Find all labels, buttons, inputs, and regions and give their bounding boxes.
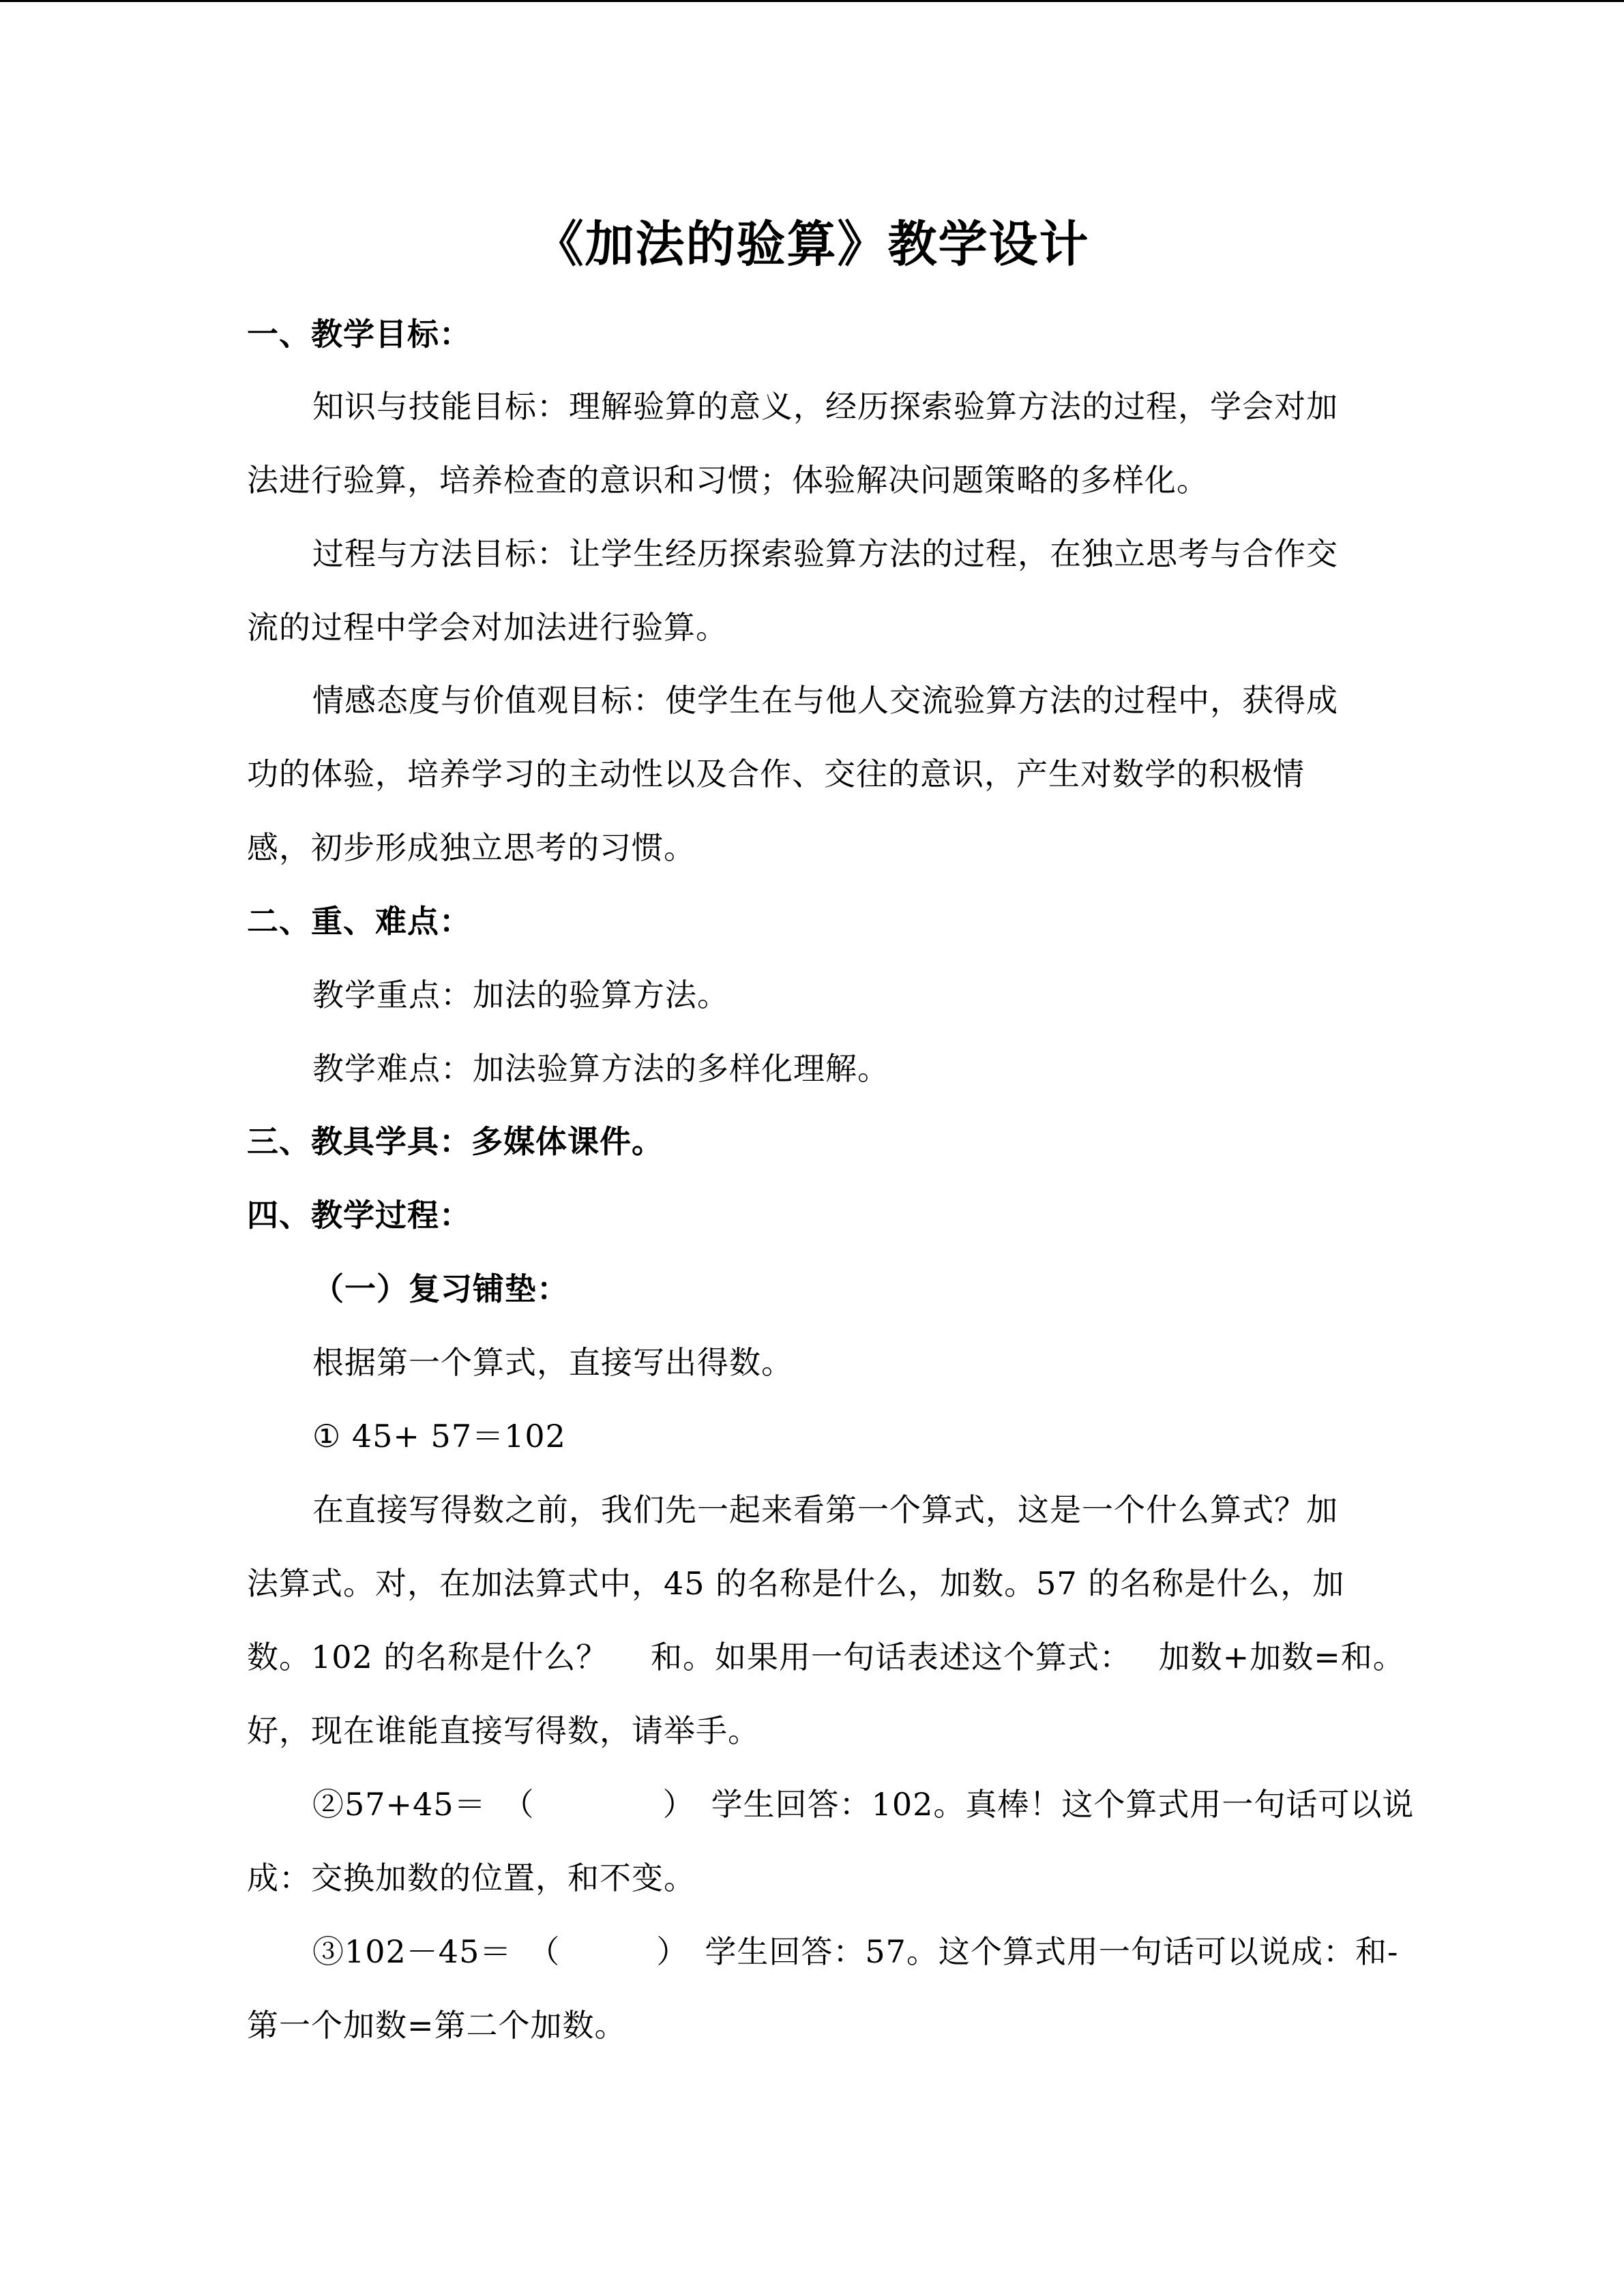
paragraph-line: 情感态度与价值观目标：使学生在与他人交流验算方法的过程中，获得成: [312, 682, 1338, 719]
section-heading-teaching-aids: 三、教具学具：多媒体课件。: [247, 1123, 664, 1160]
paragraph-line: 法进行验算，培养检查的意识和习惯；体验解决问题策略的多样化。: [247, 462, 1209, 498]
paragraph-line: 第一个加数=第二个加数。: [247, 2007, 627, 2044]
equation-line-2: ②57+45＝ （ ） 学生回答：102。真棒！这个算式用一句话可以说: [312, 1786, 1415, 1823]
paragraph-line: 成：交换加数的位置，和不变。: [247, 1860, 696, 1896]
paragraph-line: 过程与方法目标：让学生经历探索验算方法的过程，在独立思考与合作交: [312, 535, 1338, 572]
paragraph-line: 法算式。对，在加法算式中，45 的名称是什么，加数。57 的名称是什么，加: [247, 1565, 1345, 1602]
section-heading-objectives: 一、教学目标：: [247, 316, 471, 353]
equation-line-1: ① 45+ 57＝102: [312, 1418, 566, 1455]
paragraph-line: 教学重点：加法的验算方法。: [312, 976, 729, 1013]
paragraph-line: 教学难点：加法验算方法的多样化理解。: [312, 1050, 889, 1087]
paragraph-line: 根据第一个算式，直接写出得数。: [312, 1344, 793, 1381]
paragraph-line: 在直接写得数之前，我们先一起来看第一个算式，这是一个什么算式？加: [312, 1491, 1338, 1528]
paragraph-line: 知识与技能目标：理解验算的意义，经历探索验算方法的过程，学会对加: [312, 388, 1338, 425]
subsection-heading-review: （一）复习铺垫：: [312, 1270, 569, 1307]
paragraph-line: 功的体验，培养学习的主动性以及合作、交往的意识，产生对数学的积极情: [247, 756, 1305, 792]
paragraph-line: 好，现在谁能直接写得数，请举手。: [247, 1712, 760, 1749]
top-border-line: [0, 0, 1624, 2]
paragraph-line: 流的过程中学会对加法进行验算。: [247, 609, 728, 646]
section-heading-process: 四、教学过程：: [247, 1197, 471, 1234]
paragraph-line: 数。102 的名称是什么？ 和。如果用一句话表述这个算式： 加数+加数=和。: [247, 1639, 1405, 1675]
document-title: 《加法的验算》教学设计: [534, 215, 1090, 273]
equation-line-3: ③102－45＝ （ ） 学生回答：57。这个算式用一句话可以说成：和-: [312, 1933, 1399, 1970]
paragraph-line: 感，初步形成独立思考的习惯。: [247, 829, 696, 866]
section-heading-key-points: 二、重、难点：: [247, 903, 471, 940]
